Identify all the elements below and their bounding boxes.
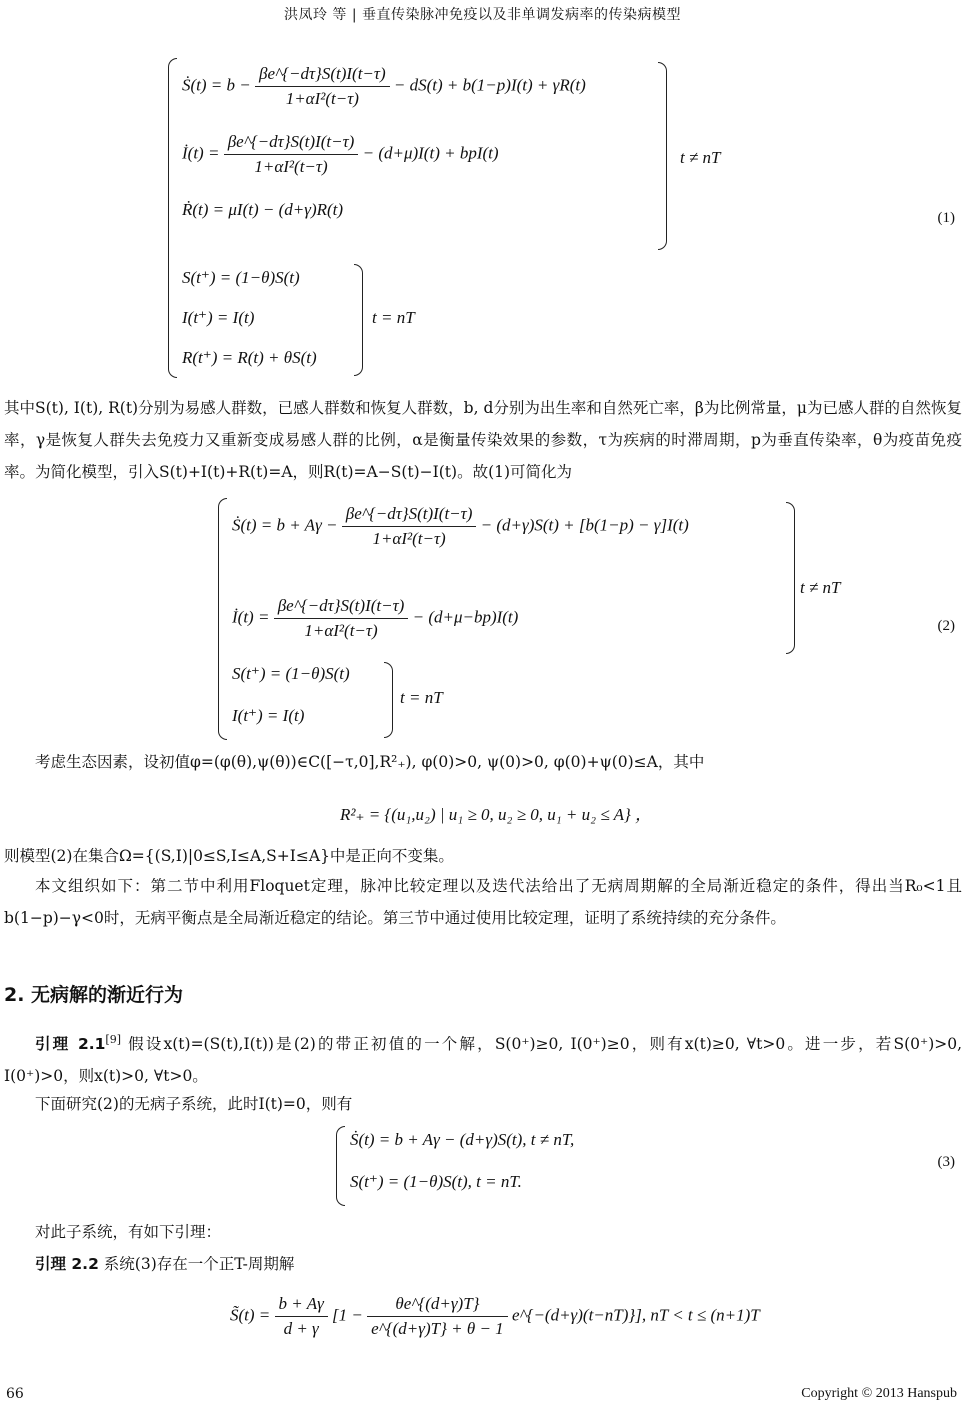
paragraph-invariant-set: 则模型(2)在集合Ω={(S,I)|0≤S,I≤A,S+I≤A}中是正向不变集。 (4, 847, 454, 865)
equation-number: (1) (937, 210, 955, 226)
page-number: 66 (6, 1386, 24, 1402)
lemma-body: 系统(3)存在一个正T-周期解 (103, 1255, 295, 1273)
lemma-2-2 (4, 1248, 962, 1280)
lemma-label: 引理 2.1 (35, 1035, 106, 1054)
lemma-label: 引理 2.2 (35, 1255, 99, 1273)
lemma-2-1 (4, 1024, 962, 1092)
equation-number: (2) (937, 618, 955, 634)
left-brace (336, 1126, 345, 1206)
eq3-line-1: Ṡ(t) = b + Aγ − (d+γ)S(t), t ≠ nT, (350, 1130, 575, 1149)
running-header: 洪凤玲 等 | 垂直传染脉冲免疫以及非单调发病率的传染病模型 (283, 7, 682, 23)
eq1-condition: t ≠ nT (680, 148, 721, 167)
right-brace (384, 662, 393, 738)
periodic-solution: S̃(t) = $\frac{b + A\gamma}{d + \gamma}$ [1 − $\frac{\theta e\^{}\{(d+\gamma)T\}}{e\^{}\{(d+\gamma)T\} + \theta - 1}$ e^{−(d+γ)(t−nT)}], nT < t ≤ (n+1)T (230, 1294, 760, 1338)
citation: [9] (105, 1033, 122, 1046)
right-brace (786, 502, 795, 654)
eq1-I-line: İ(t) = $\frac{\beta e\^{}\{-d\tau\}S(t)I(t-\tau)}{\text{1+αI²(t−τ)}}$ − (d+μ)I(t) + bpI(t) (182, 132, 499, 176)
left-brace (218, 498, 227, 740)
eq1-impulse-S: S(t⁺) = (1−θ)S(t) (182, 268, 300, 287)
eq2-S-line: Ṡ(t) = b + Aγ − $\frac{\beta e\^{}\{-d\tau\}S(t)I(t-\tau)}{\text{1+αI²(t−τ)}}$ − (d+γ)S(t) + [b(1−p) − γ]I(t) (232, 504, 689, 548)
paragraph-lemma-intro: 对此子系统，有如下引理： (35, 1223, 222, 1241)
eq3-line-2: S(t⁺) = (1−θ)S(t), t = nT. (350, 1172, 522, 1191)
equation-number: (3) (937, 1154, 955, 1170)
eq1-impulse-R: R(t⁺) = R(t) + θS(t) (182, 348, 317, 367)
lemma-body: 假设x(t)=(S(t),I(t))是(2)的带正初值的一个解，S(0⁺)≥0, I(0⁺)≥0，则有x(t)≥0, ∀t>0。进一步，若S(0⁺)>0, I(0⁺)>0，则x(t)>0, ∀t>0。 (4, 1035, 963, 1086)
eq2-condition: t ≠ nT (800, 578, 841, 597)
eq1-impulse-condition: t = nT (372, 308, 415, 327)
left-brace (168, 58, 177, 378)
paragraph-initial-value: 考虑生态因素，设初值φ=(φ(θ),ψ(θ))∈C([−τ,0],R²₊), φ(0)>0, ψ(0)>0, φ(0)+ψ(0)≤A，其中 (35, 753, 705, 771)
section-title: 2. 无病解的渐近行为 (4, 984, 184, 1006)
paragraph-organization: 本文组织如下：第二节中利用Floquet定理，脉冲比较定理以及迭代法给出了无病周期解的全局渐近稳定的条件，得出当R₀<1且b(1−p)−γ<0时，无病平衡点是全局渐近稳定的结论。第三节中通过使用比较定理，证明了系统持续的充分条件。 (4, 877, 962, 927)
eq1-impulse-I: I(t⁺) = I(t) (182, 308, 255, 327)
right-brace (354, 264, 363, 376)
equation-R2-plus: R²₊ = {(u₁,u₂) | u₁ ≥ 0, u₂ ≥ 0, u₁ + u₂ ≤ A} ， (340, 805, 653, 824)
paragraph-subsystem: 下面研究(2)的无病子系统，此时I(t)=0，则有 (35, 1095, 353, 1113)
eq2-impulse-condition: t = nT (400, 688, 443, 707)
paragraph-variables: 其中S(t), I(t), R(t)分别为易感人群数，已感人群数和恢复人群数，b, d分别为出生率和自然死亡率，β为比例常量，μ为已感人群的自然恢复率，γ是恢复人群失去免疫力又重新变成易感人群的比例，α是衡量传染效果的参数，τ为疾病的时滞周期，p为垂直传染率，θ为疫苗免疫率。为简化模型，引入S(t)+I(t)+R(t)=A，则R(t)=A−S(t)−I(t)。故(1)可简化为 (4, 399, 962, 481)
eq1-S-line: Ṡ(t) = b − $\frac{\beta e\^{}\{-d\tau\}S(t)I(t-\tau)}{\text{1+αI²(t−τ)}}$ − dS(t) + b(1−p)I(t) + γR(t) (182, 64, 586, 108)
right-brace (658, 62, 667, 250)
eq2-I-line: İ(t) = $\frac{\beta e\^{}\{-d\tau\}S(t)I(t-\tau)}{\text{1+αI²(t−τ)}}$ − (d+μ−bp)I(t) (232, 596, 519, 640)
eq2-impulse-S: S(t⁺) = (1−θ)S(t) (232, 664, 350, 683)
copyright-notice: Copyright © 2013 Hanspub (801, 1386, 957, 1401)
eq1-R-line: Ṙ(t) = μI(t) − (d+γ)R(t) (182, 200, 344, 219)
eq2-impulse-I: I(t⁺) = I(t) (232, 706, 305, 725)
